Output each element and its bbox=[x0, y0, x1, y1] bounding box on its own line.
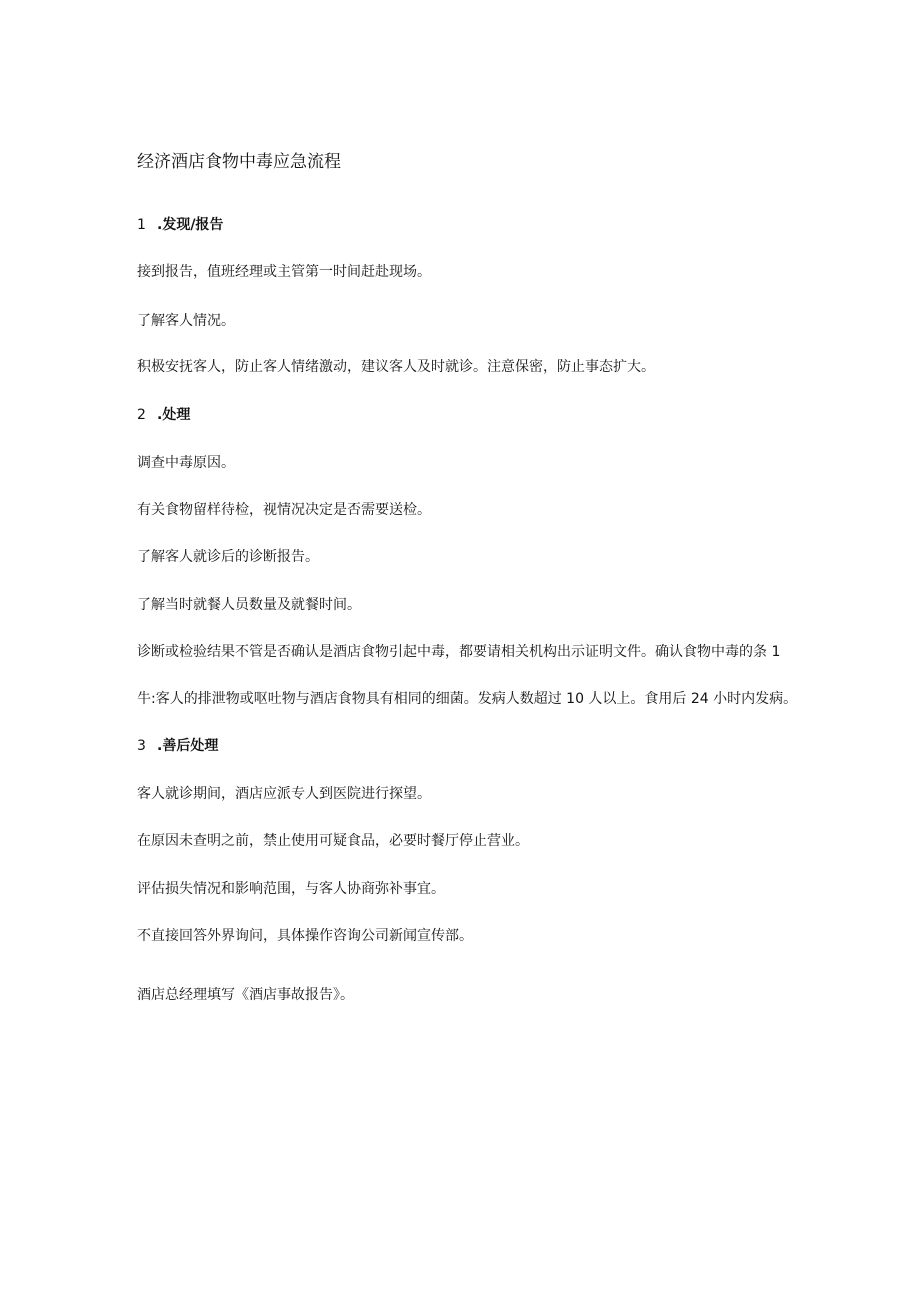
section-heading-text: .处理 bbox=[157, 407, 191, 423]
paragraph: 调查中毒原因。 bbox=[137, 455, 235, 471]
paragraph: 接到报告，值班经理或主管第一时间赶赴现场。 bbox=[137, 264, 431, 280]
closing-paragraph: 酒店总经理填写《酒店事故报告》。 bbox=[137, 987, 354, 1003]
paragraph: 有关食物留样待检，视情况决定是否需要送检。 bbox=[137, 502, 431, 518]
section-heading-3 bbox=[137, 736, 218, 756]
section-heading-text: .发现/报告 bbox=[157, 217, 224, 233]
paragraph: 在原因未查明之前，禁止使用可疑食品，必要时餐厅停止营业。 bbox=[137, 833, 529, 849]
section-heading-2 bbox=[137, 405, 190, 425]
section-number: 3 bbox=[137, 738, 146, 754]
section-heading-1 bbox=[137, 215, 223, 235]
section-heading-text: .善后处理 bbox=[157, 738, 219, 754]
section-number: 1 bbox=[137, 217, 146, 233]
paragraph: 了解客人情况。 bbox=[137, 313, 235, 329]
paragraph: 不直接回答外界询问，具体操作咨询公司新闻宣传部。 bbox=[137, 928, 473, 944]
paragraph: 了解当时就餐人员数量及就餐时间。 bbox=[137, 597, 361, 613]
section-number: 2 bbox=[137, 407, 146, 423]
paragraph: 评估损失情况和影响范围，与客人协商弥补事宜。 bbox=[137, 881, 445, 897]
paragraph: 了解客人就诊后的诊断报告。 bbox=[137, 549, 319, 565]
paragraph: 牛:客人的排泄物或呕吐物与酒店食物具有相同的细菌。发病人数超过 10 人以上。食用后 24 小时内发病。 bbox=[137, 691, 798, 707]
document-title: 经济酒店食物中毒应急流程 bbox=[137, 152, 341, 172]
paragraph: 客人就诊期间，酒店应派专人到医院进行探望。 bbox=[137, 786, 431, 802]
paragraph: 诊断或检验结果不管是否确认是酒店食物引起中毒，都要请相关机构出示证明文件。确认食物中毒的条 1 bbox=[137, 644, 781, 660]
paragraph: 积极安抚客人，防止客人情绪激动，建议客人及时就诊。注意保密，防止事态扩大。 bbox=[137, 359, 655, 375]
